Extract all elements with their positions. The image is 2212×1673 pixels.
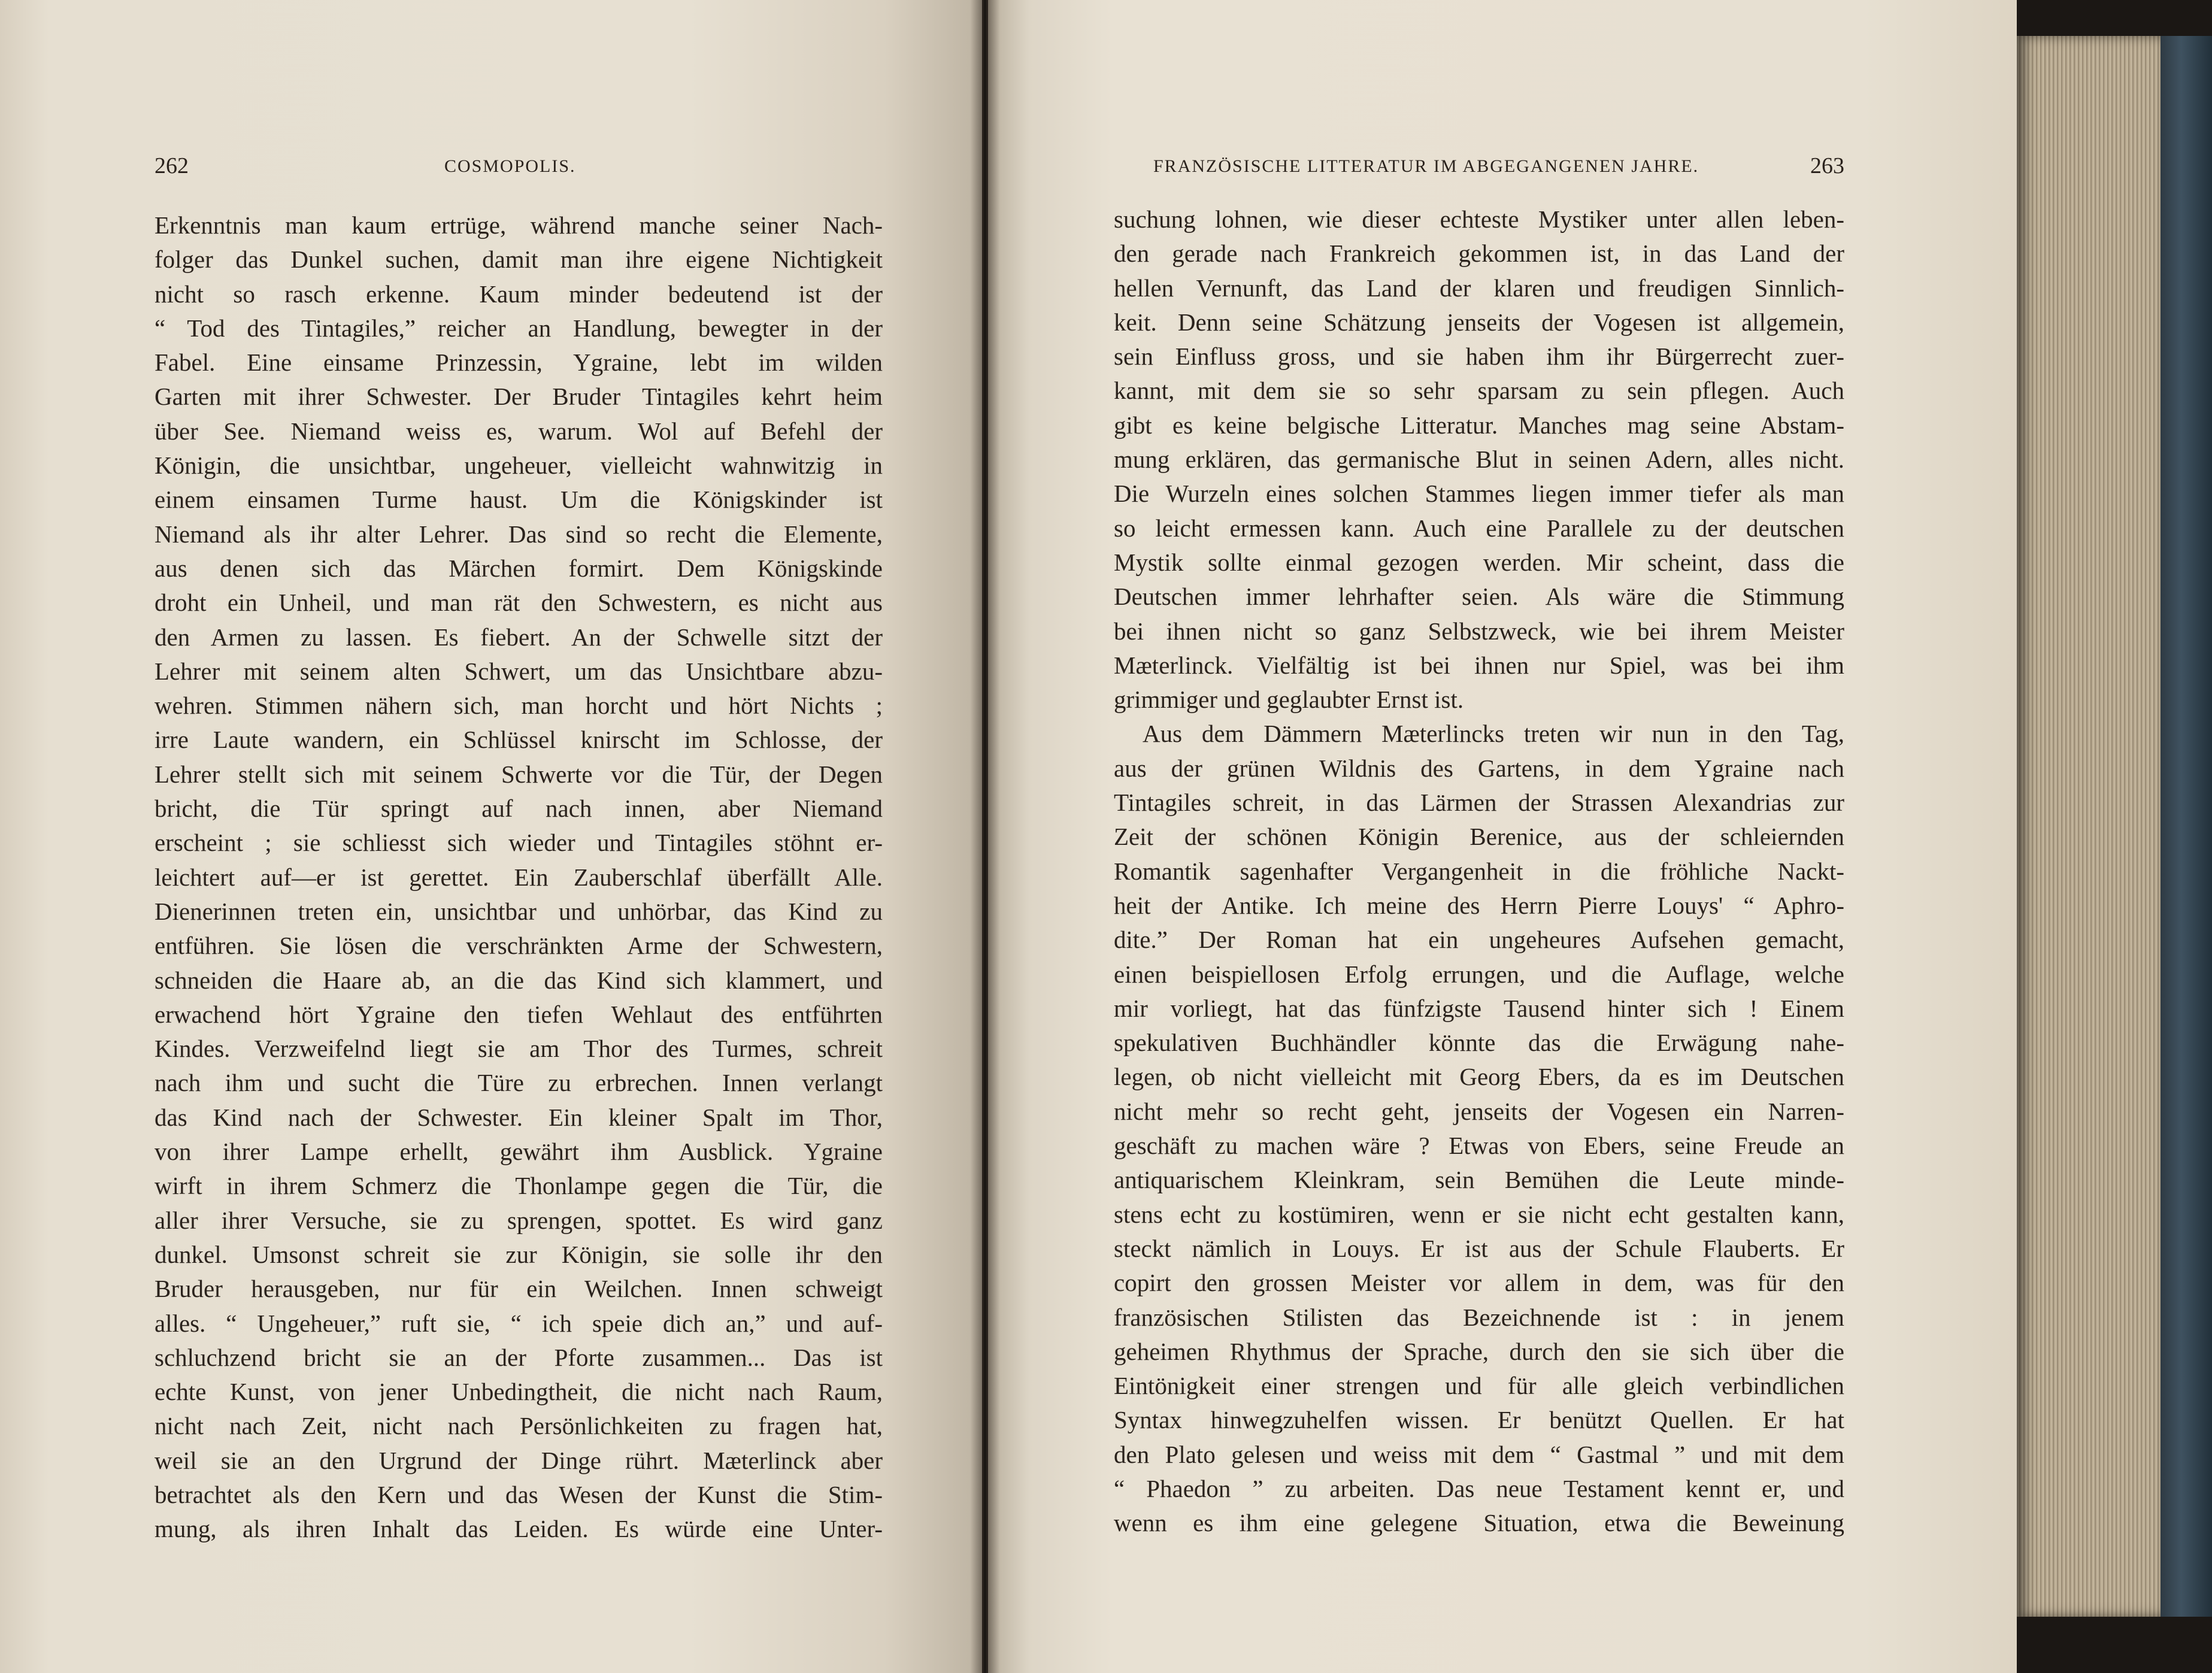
- text-line: antiquarischem Kleinkram, sein Bemühen die Leute minde-: [1114, 1166, 1844, 1194]
- text-line: Dienerinnen treten ein, unsichtbar und unhörbar, das Kind zu: [154, 897, 883, 925]
- text-line: aller ihrer Versuche, sie zu sprengen, spottet. Es wird ganz: [154, 1206, 883, 1234]
- text-line: schluchzend bricht sie an der Pforte zusammen... Das ist: [154, 1343, 883, 1371]
- text-line: droht ein Unheil, und man rät den Schwestern, es nicht aus: [154, 589, 883, 617]
- left-header-title: COSMOPOLIS.: [444, 156, 576, 176]
- text-line: Garten mit ihrer Schwester. Der Bruder Tintagiles kehrt heim: [154, 383, 883, 411]
- text-line: stens echt zu kostümiren, wenn er sie nicht echt gestalten kann,: [1114, 1200, 1844, 1228]
- left-body-text: [154, 208, 883, 1547]
- text-line: Fabel. Eine einsame Prinzessin, Ygraine, lebt im wilden: [154, 348, 883, 377]
- text-line: Mæterlinck. Vielfältig ist bei ihnen nur Spiel, was bei ihm: [1114, 651, 1844, 679]
- text-line: Zeit der schönen Königin Berenice, aus der schleiernden: [1114, 823, 1844, 851]
- text-line: bricht, die Tür springt auf nach innen, aber Niemand: [154, 795, 883, 823]
- text-line: über See. Niemand weiss es, warum. Wol auf Befehl der: [154, 417, 883, 445]
- text-line: dite.” Der Roman hat ein ungeheures Aufsehen gemacht,: [1114, 926, 1844, 954]
- text-line: Romantik sagenhafter Vergangenheit in die fröhliche Nackt-: [1114, 857, 1844, 885]
- text-line: kannt, mit dem sie so sehr sparsam zu sein pflegen. Auch: [1114, 377, 1844, 405]
- text-line: Lehrer stellt sich mit seinem Schwerte vor die Tür, der Degen: [154, 760, 883, 788]
- text-line: Syntax hinwegzuhelfen wissen. Er benützt Quellen. Er hat: [1114, 1406, 1844, 1434]
- text-line: legen, ob nicht vielleicht mit Georg Ebers, da es im Deutschen: [1114, 1063, 1844, 1091]
- text-line: echte Kunst, von jener Unbedingtheit, die nicht nach Raum,: [154, 1378, 883, 1406]
- text-line: den gerade nach Frankreich gekommen ist, in das Land der: [1114, 240, 1844, 268]
- text-line: leichtert auf—er ist gerettet. Ein Zauberschlaf überfällt Alle.: [154, 863, 883, 891]
- text-line: Bruder herausgeben, nur für ein Weilchen. Innen schweigt: [154, 1275, 883, 1303]
- right-running-head: [1114, 153, 1844, 189]
- text-line: schneiden die Haare ab, an die das Kind sich klammert, und: [154, 966, 883, 994]
- text-line: betrachtet als den Kern und das Wesen der Kunst die Stim-: [154, 1480, 883, 1508]
- text-line: weil sie an den Urgrund der Dinge rührt. Mæterlinck aber: [154, 1446, 883, 1474]
- right-header-title: FRANZÖSISCHE LITTERATUR IM ABGEGANGENEN JAHRE.: [1153, 156, 1699, 176]
- text-line: aus der grünen Wildnis des Gartens, in dem Ygraine nach: [1114, 754, 1844, 782]
- text-line: mung, als ihren Inhalt das Leiden. Es würde eine Unter-: [154, 1515, 883, 1543]
- text-line: Niemand als ihr alter Lehrer. Das sind so recht die Elemente,: [154, 520, 883, 548]
- text-line: nicht nach Zeit, nicht nach Persönlichkeiten zu fragen hat,: [154, 1412, 883, 1440]
- text-line: das Kind nach der Schwester. Ein kleiner Spalt im Thor,: [154, 1103, 883, 1131]
- text-line: wirft in ihrem Schmerz die Thonlampe gegen die Tür, die: [154, 1172, 883, 1200]
- text-line: spekulativen Buchhändler könnte das die Erwägung nahe-: [1114, 1029, 1844, 1057]
- text-line: gibt es keine belgische Litteratur. Manches mag seine Abstam-: [1114, 411, 1844, 439]
- text-line: nach ihm und sucht die Türe zu erbrechen. Innen verlangt: [154, 1069, 883, 1097]
- text-line: wenn es ihm eine gelegene Situation, etwa die Beweinung: [1114, 1509, 1844, 1537]
- text-line: alles. “ Ungeheuer,” ruft sie, “ ich speie dich an,” und auf-: [154, 1309, 883, 1337]
- text-line: geschäft zu machen wäre ? Etwas von Ebers, seine Freude an: [1114, 1132, 1844, 1160]
- text-line: Die Wurzeln eines solchen Stammes liegen immer tiefer als man: [1114, 480, 1844, 508]
- text-line: dunkel. Umsonst schreit sie zur Königin, sie solle ihr den: [154, 1240, 883, 1268]
- text-line: steckt nämlich in Louys. Er ist aus der Schule Flauberts. Er: [1114, 1234, 1844, 1262]
- text-line: erscheint ; sie schliesst sich wieder und Tintagiles stöhnt er-: [154, 829, 883, 857]
- text-line: Kindes. Verzweifelnd liegt sie am Thor des Turmes, schreit: [154, 1035, 883, 1063]
- text-line: Deutschen immer lehrhafter seien. Als wäre die Stimmung: [1114, 583, 1844, 611]
- book-gutter: [970, 0, 1000, 1673]
- text-line: entführen. Sie lösen die verschränkten Arme der Schwestern,: [154, 932, 883, 960]
- text-line: so leicht ermessen kann. Auch eine Parallele zu der deutschen: [1114, 514, 1844, 542]
- text-line: aus denen sich das Märchen formirt. Dem Königskinde: [154, 554, 883, 582]
- text-line: französischen Stilisten das Bezeichnende ist : in jenem: [1114, 1303, 1844, 1331]
- text-line: Mystik sollte einmal gezogen werden. Mir scheint, dass die: [1114, 548, 1844, 576]
- text-line: “ Tod des Tintagiles,” reicher an Handlung, bewegter in der: [154, 314, 883, 342]
- text-line: Aus dem Dämmern Mæterlincks treten wir nun in den Tag,: [1143, 720, 1844, 748]
- text-line: wehren. Stimmen nähern sich, man horcht und hört Nichts ;: [154, 692, 883, 720]
- text-line: keit. Denn seine Schätzung jenseits der Vogesen ist allgemein,: [1114, 308, 1844, 336]
- text-line: nicht so rasch erkenne. Kaum minder bedeutend ist der: [154, 280, 883, 308]
- text-line: sein Einfluss gross, und sie haben ihm ihr Bürgerrecht zuer-: [1114, 343, 1844, 371]
- left-page-number: 262: [154, 153, 189, 178]
- text-line: hellen Vernunft, das Land der klaren und freudigen Sinnlich-: [1114, 274, 1844, 302]
- text-line: folger das Dunkel suchen, damit man ihre eigene Nichtigkeit: [154, 246, 883, 274]
- text-line: Königin, die unsichtbar, ungeheuer, vielleicht wahnwitzig in: [154, 451, 883, 480]
- right-page-number: 263: [1810, 153, 1844, 178]
- text-line: einem einsamen Turme haust. Um die Königskinder ist: [154, 486, 883, 514]
- text-line: von ihrer Lampe erhellt, gewährt ihm Ausblick. Ygraine: [154, 1138, 883, 1166]
- text-line: den Armen zu lassen. Es fiebert. An der Schwelle sitzt der: [154, 623, 883, 651]
- text-line: copirt den grossen Meister vor allem in dem, was für den: [1114, 1269, 1844, 1297]
- text-line: einen beispiellosen Erfolg errungen, und die Auflage, welche: [1114, 960, 1844, 988]
- text-line: irre Laute wandern, ein Schlüssel knirscht im Schlosse, der: [154, 726, 883, 754]
- text-line: mir vorliegt, hat das fünfzigste Tausend hinter sich ! Einem: [1114, 994, 1844, 1022]
- text-line: Lehrer mit seinem alten Schwert, um das Unsichtbare abzu-: [154, 657, 883, 685]
- left-page: [0, 0, 982, 1673]
- text-line: mung erklären, das germanische Blut in seinen Adern, alles nicht.: [1114, 445, 1844, 474]
- text-line: heit der Antike. Ich meine des Herrn Pierre Louys' “ Aphro-: [1114, 891, 1844, 919]
- book-cover-edge: [2161, 36, 2212, 1617]
- text-line: bei ihnen nicht so ganz Selbstzweck, wie bei ihrem Meister: [1114, 617, 1844, 645]
- text-line: nicht mehr so recht geht, jenseits der Vogesen ein Narren-: [1114, 1097, 1844, 1125]
- left-running-head: [154, 153, 883, 189]
- text-line: den Plato gelesen und weiss mit dem “ Gastmal ” und mit dem: [1114, 1440, 1844, 1468]
- page-edges: [2017, 36, 2161, 1617]
- text-line: erwachend hört Ygraine den tiefen Wehlaut des entführten: [154, 1000, 883, 1028]
- text-line: geheimen Rhythmus der Sprache, durch den sie sich über die: [1114, 1337, 1844, 1365]
- text-line: suchung lohnen, wie dieser echteste Mystiker unter allen leben-: [1114, 205, 1844, 233]
- text-line: Erkenntnis man kaum ertrüge, während manche seiner Nach-: [154, 211, 883, 239]
- text-line: Eintönigkeit einer strengen und für alle gleich verbindlichen: [1114, 1372, 1844, 1400]
- text-line: Tintagiles schreit, in das Lärmen der Strassen Alexandrias zur: [1114, 789, 1844, 817]
- text-line: “ Phaedon ” zu arbeiten. Das neue Testament kennt er, und: [1114, 1474, 1844, 1502]
- right-body-text: [1114, 202, 1844, 1541]
- text-line: grimmiger und geglaubter Ernst ist.: [1114, 686, 1464, 714]
